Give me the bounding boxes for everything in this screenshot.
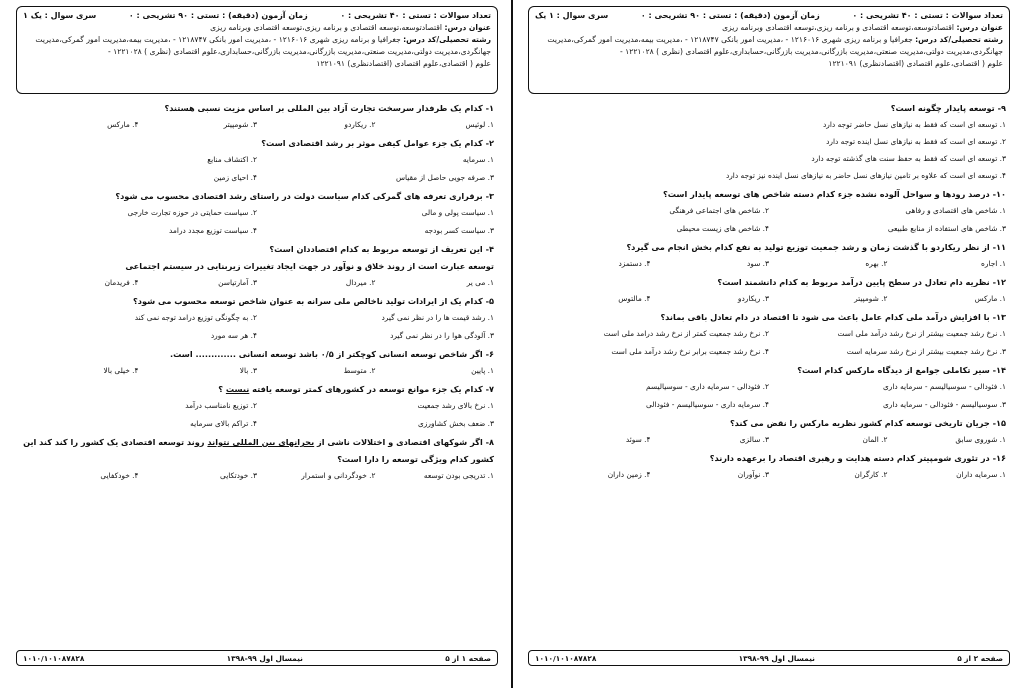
exam-time: زمان آزمون (دقیقه) : تستی : ۹۰ تشریحی : ۰: [640, 11, 820, 20]
answer-option-4[interactable]: ۴. فریدمان: [104, 278, 139, 287]
answer-option-1[interactable]: ۱. شوروی سابق: [955, 435, 1006, 444]
answer-option-2[interactable]: ۲. المان: [862, 435, 888, 444]
answer-option-2[interactable]: ۲. ریکاردو: [344, 120, 376, 129]
exam-code: ۱۰۱۰/۱۰۱۰۸۷۸۲۸: [23, 653, 85, 663]
question-text: [20, 295, 494, 308]
field-label: رشته تحصیلی/کد درس:: [915, 35, 1003, 44]
question-text: [20, 137, 494, 150]
question-text: [20, 383, 494, 396]
exam-footer: [16, 650, 498, 666]
question-stem: ۱۰- درصد رودها و سواحل آلوده نشده جزء کدام دسته شاخص های توسعه پایدار است؟: [662, 189, 1006, 199]
answer-option-2[interactable]: ۲. میردال: [345, 278, 376, 287]
question-stem-end: روند توسعه اقتصادی یک کشور را کند کند این: [23, 437, 205, 447]
question-4: [20, 295, 494, 342]
question-emphasis: بحرانهای بین المللی نتواند: [207, 437, 315, 447]
answer-option-4[interactable]: ۴. دستمزد: [618, 259, 651, 268]
answer-option-3[interactable]: ۳. بالا: [239, 366, 257, 375]
options-list: [532, 205, 1006, 235]
question-1: [20, 137, 494, 184]
answer-option-1[interactable]: ۱. نرخ بالای رشد جمعیت: [417, 401, 494, 410]
answer-option-2[interactable]: ۲. خودگردانی و استمرار: [301, 471, 376, 480]
question-5: [20, 348, 494, 377]
answer-option-3[interactable]: ۳. صرفه جویی حاصل از مقیاس: [395, 173, 494, 182]
answer-option-4[interactable]: ۴. خودکفایی: [100, 471, 139, 480]
answer-option-2[interactable]: ۲. اکتشاف منابع: [207, 155, 257, 164]
field-line-1: جغرافیا و برنامه ریزی شهری ۱۲۱۶۰۱۶ - ،مدیریت امور بانکی ۱۲۱۸۷۴۷ - ،مدیریت بیمه،مدیریت امور گمرکی،مدیریت: [547, 35, 913, 44]
exam-footer: [528, 650, 1010, 666]
options-list: [532, 293, 1006, 305]
options-list: [532, 258, 1006, 270]
answer-option-3[interactable]: ۳. نوآوران: [737, 470, 769, 479]
question-stem: ۴- این تعریف از توسعه مربوط به کدام اقتصاددان است؟: [269, 244, 494, 254]
answer-option-4[interactable]: ۴. زمین داران: [607, 470, 651, 479]
field-line-2: جهانگردی،مدیریت دولتی،مدیریت صنعتی،مدیریت بازرگانی،مدیریت بازرگانی،حسابداری،علوم اقتصادی (نظری ) ۱۲۲۱۰۲۸ -: [108, 47, 491, 56]
question-stem: ۹- توسعه پایدار چگونه است؟: [890, 103, 1006, 113]
question-stem: ۱۵- جریان تاریخی توسعه کدام کشور نظریه مارکس را نقض می کند؟: [729, 418, 1006, 428]
exam-page-1: [6, 0, 506, 688]
question-text: [20, 348, 494, 361]
question-text: [532, 311, 1006, 324]
options-list: [20, 400, 494, 430]
question-2: [20, 190, 494, 237]
term-label: نیمسال اول ۹۹-۱۳۹۸: [226, 653, 303, 663]
answer-option-4[interactable]: ۴. خیلی بالا: [103, 366, 139, 375]
answer-option-1[interactable]: ۱. لوئیس: [465, 120, 494, 129]
question-text: [532, 188, 1006, 201]
exam-header: [528, 6, 1010, 94]
answer-option-4[interactable]: ۴. احیای زمین: [213, 173, 257, 182]
question-text: [20, 243, 494, 256]
question-3: [532, 276, 1006, 305]
page-number: صفحه ۱ از ۵: [445, 653, 491, 663]
question-emphasis: نیست: [225, 384, 250, 394]
answer-option-2[interactable]: ۲. بهره: [865, 259, 888, 268]
answer-option-3[interactable]: ۳. سوسیالیسم - فئودالی - سرمایه داری: [883, 400, 1006, 409]
answer-option-1[interactable]: ۱. مارکس: [974, 294, 1006, 303]
answer-option-3[interactable]: ۳. ضعف بخش کشاورزی: [418, 419, 494, 428]
question-text: [532, 364, 1006, 377]
answer-option-2[interactable]: ۲. متوسط: [343, 366, 376, 375]
answer-option-1[interactable]: ۱. نرخ رشد جمعیت بیشتر از نرخ رشد درآمد ملی است: [837, 329, 1006, 338]
answer-option-1[interactable]: ۱. سرمایه: [462, 155, 494, 164]
question-stem: ۱۲- نظریه دام تعادل در سطح پایین درآمد مربوط به کدام دانشمند است؟: [717, 277, 1006, 287]
question-stem: ۸- اگر شوکهای اقتصادی و اختلالات ناشی از: [317, 437, 494, 447]
answer-option-4[interactable]: ۴. مارکس: [107, 120, 139, 129]
answer-option-2[interactable]: ۲. شومپیتر: [854, 294, 888, 303]
question-text: [532, 452, 1006, 465]
answer-option-3[interactable]: ۳. خودتکایی: [220, 471, 257, 480]
question-text: [532, 102, 1006, 115]
answer-option-2[interactable]: ۲. کارگران: [854, 470, 888, 479]
question-4: [532, 311, 1006, 358]
question-counts: تعداد سوالات : تستی : ۴۰ تشریحی : ۰: [340, 11, 491, 20]
answer-option-4[interactable]: ۴. مالتوس: [618, 294, 651, 303]
options-list: [532, 119, 1006, 182]
answer-option-3[interactable]: ۳. سیاست کسر بودجه: [424, 226, 494, 235]
answer-option-4[interactable]: ۴. هر سه مورد: [210, 331, 257, 340]
answer-option-3[interactable]: ۳. سود: [747, 259, 769, 268]
answer-option-3[interactable]: ۳. سالزی: [739, 435, 769, 444]
course-name: اقتصادتوسعه،توسعه اقتصادی و برنامه ریزی،توسعه اقتصادی وبرنامه ریزی: [722, 23, 955, 32]
question-text: [20, 102, 494, 115]
question-stem-end: ؟: [218, 384, 224, 394]
exam-code: ۱۰۱۰/۱۰۱۰۸۷۸۲۸: [535, 653, 597, 663]
question-stem: ۲- کدام یک جزء عوامل کیفی موثر بر رشد اقتصادی است؟: [261, 138, 494, 148]
options-list: [20, 207, 494, 237]
answer-option-4[interactable]: ۴. توسعه ای است که علاوه بر تامین نیازهای نسل حاضر به نیازهای نسل اینده نیز توجه دارد: [725, 171, 1006, 180]
answer-option-1[interactable]: ۱. رشد قیمت ها را در نظر نمی گیرد: [381, 313, 494, 322]
question-0: [20, 102, 494, 131]
question-text: [20, 190, 494, 203]
options-list: [20, 119, 494, 131]
options-list: [532, 328, 1006, 358]
question-stem: ۱۳- با افزایش درآمد ملی کدام عامل باعث می شود تا اقتصاد در دام تعادل باقی بماند؟: [660, 312, 1006, 322]
questions-list: [532, 102, 1006, 487]
options-list: [532, 381, 1006, 411]
course-label: عنوان درس:: [956, 23, 1003, 32]
question-stem: ۱۶- در تئوری شومپیتر کدام دسته هدایت و رهبری اقتصاد را برعهده دارند؟: [709, 453, 1006, 463]
answer-option-1[interactable]: ۱. می یر: [466, 278, 494, 287]
answer-option-2[interactable]: ۲. توزیع نامناسب درآمد: [185, 401, 257, 410]
question-stem: ۱۱- از نظر ریکاردو با گذشت زمان و رشد جمعیت توزیع تولید به نفع کدام بخش انجام می گیرد؟: [626, 242, 1006, 252]
answer-option-3[interactable]: ۳. توسعه ای است که فقط به حفظ سنت های گذشته توجه دارد: [811, 154, 1006, 163]
answer-option-2[interactable]: ۲. شاخص های اجتماعی فرهنگی: [669, 206, 769, 215]
question-5: [532, 364, 1006, 411]
page-number: صفحه ۲ از ۵: [957, 653, 1003, 663]
answer-option-2[interactable]: ۲. به چگونگی توزیع درامد توجه نمی کند: [134, 313, 257, 322]
answer-option-1[interactable]: ۱. شاخص های اقتصادی و رفاهی: [905, 206, 1006, 215]
answer-option-4[interactable]: ۴. تراکم بالای سرمایه: [190, 419, 257, 428]
field-line-1: جغرافیا و برنامه ریزی شهری ۱۲۱۶۰۱۶ - ،مدیریت امور بانکی ۱۲۱۸۷۴۷ - ،مدیریت بیمه،مدیریت امور گمرکی،مدیریت: [35, 35, 401, 44]
answer-option-2[interactable]: ۲. سیاست حمایتی در حوزه تجارت خارجی: [127, 208, 257, 217]
options-list: [20, 365, 494, 377]
question-stem: ۶- اگر شاخص توسعه انسانی کوچکتر از ۰/۵ باشد توسعه انسانی ............. است.: [170, 349, 494, 359]
field-label: رشته تحصیلی/کد درس:: [403, 35, 491, 44]
answer-option-2[interactable]: ۲. توسعه ای است که فقط به نیازهای نسل اینده توجه دارد: [826, 137, 1006, 146]
answer-option-1[interactable]: ۱. سرمایه داران: [956, 470, 1006, 479]
options-list: [20, 154, 494, 184]
question-7: [20, 436, 494, 482]
term-label: نیمسال اول ۹۹-۱۳۹۸: [738, 653, 815, 663]
question-text: [532, 417, 1006, 430]
answer-option-1[interactable]: ۱. توسعه ای است که فقط به نیازهای نسل حاضر توجه دارد: [823, 120, 1006, 129]
answer-option-3[interactable]: ۳. نرخ رشد جمعیت بیشتر از نرخ رشد سرمایه است: [846, 347, 1006, 356]
question-3: [20, 243, 494, 289]
answer-option-3[interactable]: ۳. شومپیتر: [223, 120, 257, 129]
question-7: [532, 452, 1006, 481]
field-line-3: علوم ( اقتصادی،علوم اقتصادی (اقتصادنظری) ۱۲۲۱۰۹۱: [316, 59, 491, 68]
answer-option-4[interactable]: ۴. سرمایه داری - سوسیالیسم - فئودالی: [646, 400, 769, 409]
series-label: سری سوال : ۱ یک: [535, 11, 609, 20]
options-list: [20, 312, 494, 342]
course-name: اقتصادتوسعه،توسعه اقتصادی و برنامه ریزی،توسعه اقتصادی وبرنامه ریزی: [210, 23, 443, 32]
question-counts: تعداد سوالات : تستی : ۴۰ تشریحی : ۰: [852, 11, 1003, 20]
question-stem: ۷- کدام یک جزء موانع توسعه در کشورهای کمتر توسعه یافته: [252, 384, 494, 394]
course-label: عنوان درس:: [444, 23, 491, 32]
question-2: [532, 241, 1006, 270]
field-line-3: علوم ( اقتصادی،علوم اقتصادی (اقتصادنظری) ۱۲۲۱۰۹۱: [828, 59, 1003, 68]
question-stem: ۱۴- سیر تکاملی جوامع از دیدگاه مارکس کدام است؟: [797, 365, 1006, 375]
answer-option-1[interactable]: ۱. پایین: [471, 366, 494, 375]
answer-option-4[interactable]: ۴. شاخص های زیست محیطی: [676, 224, 769, 233]
exam-time: زمان آزمون (دقیقه) : تستی : ۹۰ تشریحی : ۰: [128, 11, 308, 20]
exam-header: [16, 6, 498, 94]
question-stem: ۵- کدام یک از ایرادات تولید ناخالص ملی سرانه به عنوان شاخص توسعه محسوب می شود؟: [133, 296, 494, 306]
question-6: [532, 417, 1006, 446]
options-list: [532, 434, 1006, 446]
series-label: سری سوال : یک ۱: [23, 11, 97, 20]
question-stem: ۳- برقراری تعرفه های گمرکی کدام سیاست دولت در راستای رشد اقتصادی محسوب می شود؟: [115, 191, 494, 201]
answer-option-1[interactable]: ۱. فئودالی - سوسیالیسم - سرمایه داری: [883, 382, 1006, 391]
questions-list: [20, 102, 494, 488]
answer-option-3[interactable]: ۳. شاخص های استفاده از منابع طبیعی: [887, 224, 1006, 233]
field-line-2: جهانگردی،مدیریت دولتی،مدیریت صنعتی،مدیریت بازرگانی،مدیریت بازرگانی،حسابداری،علوم اقتصادی (نظری ) ۱۲۲۱۰۲۸ -: [620, 47, 1003, 56]
answer-option-3[interactable]: ۳. آلودگی هوا را در نظر نمی گیرد: [390, 331, 494, 340]
answer-option-1[interactable]: ۱. سیاست پولی و مالی: [421, 208, 494, 217]
options-list: [20, 277, 494, 289]
options-list: [20, 470, 494, 482]
question-text: [532, 241, 1006, 254]
answer-option-3[interactable]: ۳. ریکاردو: [737, 294, 769, 303]
question-text: [532, 276, 1006, 289]
answer-option-1[interactable]: ۱. اجاره: [981, 259, 1006, 268]
answer-option-4[interactable]: ۴. سوئد: [625, 435, 651, 444]
question-1: [532, 188, 1006, 235]
answer-option-4[interactable]: ۴. نرخ رشد جمعیت برابر نرخ رشد درآمد ملی است: [611, 347, 769, 356]
exam-page-2: [518, 0, 1018, 688]
options-list: [532, 469, 1006, 481]
answer-option-2[interactable]: ۲. نرخ رشد جمعیت کمتر از نرخ رشد درامد ملی است: [603, 329, 769, 338]
question-text: [20, 436, 494, 449]
page-divider: [511, 0, 513, 688]
question-text-line-2: کشور کدام ویژگی توسعه را دارا است؟: [337, 454, 494, 464]
answer-option-3[interactable]: ۳. آمارتیاسن: [218, 278, 257, 287]
question-6: [20, 383, 494, 430]
question-0: [532, 102, 1006, 182]
answer-option-2[interactable]: ۲. فئودالی - سرمایه داری - سوسیالیسم: [646, 382, 769, 391]
answer-option-1[interactable]: ۱. تدریجی بودن توسعه: [423, 471, 494, 480]
question-stem: ۱- کدام یک طرفدار سرسخت تجارت آزاد بین المللی بر اساس مزیت نسبی هستند؟: [164, 103, 494, 113]
question-text-line-2: توسعه عبارت است از روند خلاق و نوآور در جهت ایجاد تغییرات زیربنایی در سیستم اجتماعی: [125, 261, 494, 271]
answer-option-4[interactable]: ۴. سیاست توزیع مجدد درامد: [169, 226, 257, 235]
